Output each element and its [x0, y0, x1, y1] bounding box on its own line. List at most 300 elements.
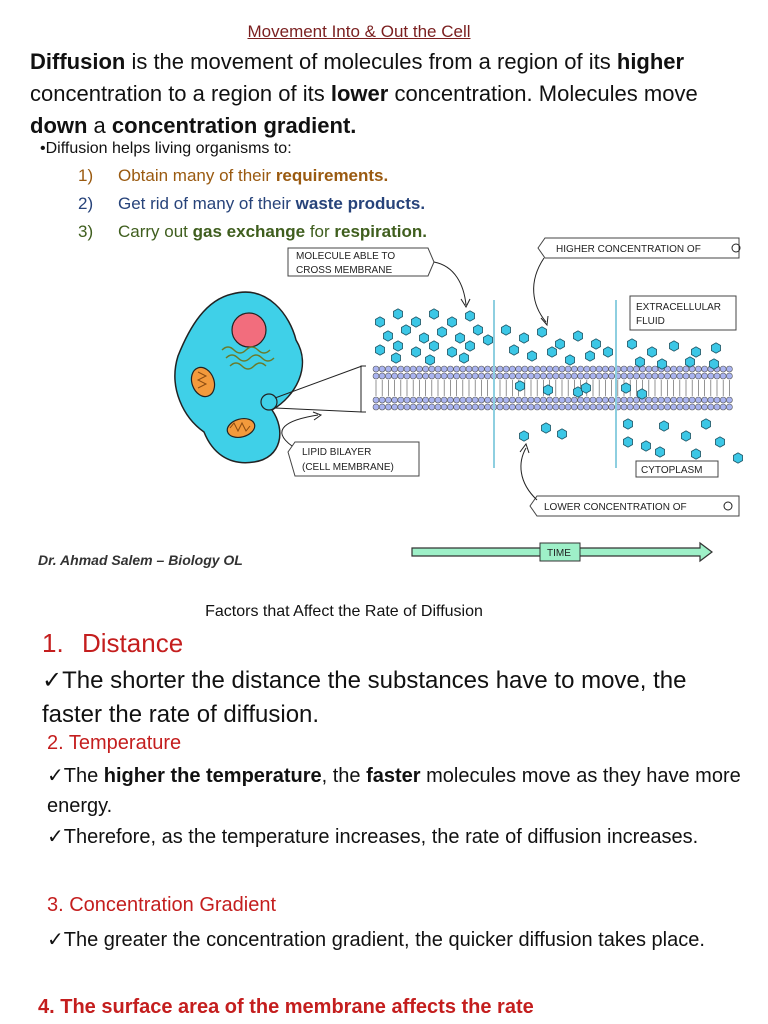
factor-2-heading: 2. Temperature [47, 732, 182, 754]
molecule [692, 449, 701, 459]
membrane-phospholipid [435, 373, 441, 379]
membrane-phospholipid [522, 397, 528, 403]
membrane-phospholipid [429, 366, 435, 372]
membrane-phospholipid [584, 366, 590, 372]
membrane-phospholipid [534, 366, 540, 372]
membrane-phospholipid [621, 404, 627, 410]
membrane-phospholipid [416, 404, 422, 410]
membrane-phospholipid [385, 397, 391, 403]
membrane-phospholipid [454, 397, 460, 403]
membrane-phospholipid [578, 366, 584, 372]
membrane-phospholipid [565, 397, 571, 403]
term-gradient: concentration gradient. [111, 113, 357, 138]
membrane-phospholipid [621, 397, 627, 403]
membrane-phospholipid [571, 373, 577, 379]
membrane-phospholipid [565, 404, 571, 410]
membrane-phospholipid [379, 404, 385, 410]
membrane-phospholipid [683, 373, 689, 379]
membrane-phospholipid [516, 366, 522, 372]
membrane-phospholipid [441, 397, 447, 403]
molecule [466, 311, 475, 321]
membrane-phospholipid [578, 397, 584, 403]
membrane-phospholipid [578, 404, 584, 410]
membrane-phospholipid [385, 373, 391, 379]
list-number: 3) [78, 222, 94, 241]
molecule [544, 385, 553, 395]
molecule [624, 437, 633, 447]
membrane-phospholipid [664, 397, 670, 403]
membrane-phospholipid [652, 404, 658, 410]
factor-2-text-1 [47, 761, 747, 821]
list-bold-2: respiration. [334, 222, 427, 241]
membrane-phospholipid [385, 404, 391, 410]
factor-2-text: ✓The [47, 765, 104, 787]
membrane-phospholipid [373, 404, 379, 410]
label-extracellular-line2: FLUID [636, 316, 665, 327]
membrane-phospholipid [547, 397, 553, 403]
membrane-phospholipid [720, 373, 726, 379]
membrane-phospholipid [416, 373, 422, 379]
membrane-phospholipid [485, 397, 491, 403]
membrane-phospholipid [447, 404, 453, 410]
membrane-phospholipid [497, 404, 503, 410]
list-bold: requirements. [275, 166, 389, 185]
factor-4-heading: 4. The surface area of the membrane affects the rate [38, 996, 534, 1018]
membrane-phospholipid [404, 404, 410, 410]
membrane-phospholipid [398, 404, 404, 410]
membrane-phospholipid [683, 397, 689, 403]
molecule [456, 333, 465, 343]
membrane-phospholipid [646, 373, 652, 379]
membrane-phospholipid [664, 373, 670, 379]
membrane-phospholipid [410, 404, 416, 410]
membrane-phospholipid [633, 404, 639, 410]
membrane-phospholipid [478, 373, 484, 379]
author-credit: Dr. Ahmad Salem – Biology OL [38, 552, 243, 568]
membrane-phospholipid [559, 397, 565, 403]
membrane-phospholipid [702, 397, 708, 403]
membrane-phospholipid [528, 366, 534, 372]
label-lipid-line1: LIPID BILAYER [302, 447, 372, 458]
membrane-phospholipid [528, 404, 534, 410]
membrane-phospholipid [547, 404, 553, 410]
membrane-phospholipid [540, 373, 546, 379]
molecule [430, 341, 439, 351]
membrane-phospholipid [640, 404, 646, 410]
molecule [510, 345, 519, 355]
membrane-phospholipid [590, 404, 596, 410]
molecule [430, 309, 439, 319]
membrane-phospholipid [559, 404, 565, 410]
molecule [516, 381, 525, 391]
membrane-phospholipid [503, 373, 509, 379]
membrane-phospholipid [720, 366, 726, 372]
membrane-phospholipid [441, 404, 447, 410]
membrane-phospholipid [671, 404, 677, 410]
membrane-phospholipid [534, 404, 540, 410]
membrane-phospholipid [584, 397, 590, 403]
membrane-phospholipid [454, 366, 460, 372]
molecule [412, 347, 421, 357]
membrane-phospholipid [460, 397, 466, 403]
molecule [734, 453, 743, 463]
membrane-phospholipid [708, 373, 714, 379]
membrane-phospholipid [379, 366, 385, 372]
list-text: Obtain many of their [118, 166, 276, 185]
membrane-phospholipid [602, 373, 608, 379]
term-diffusion: Diffusion [30, 49, 126, 74]
list-number: 1) [78, 166, 94, 185]
membrane-phospholipid [609, 366, 615, 372]
page-title: Movement Into & Out the Cell [247, 22, 471, 41]
membrane-phospholipid [466, 373, 472, 379]
molecule [622, 383, 631, 393]
membrane-phospholipid [429, 404, 435, 410]
membrane-phospholipid [460, 366, 466, 372]
membrane-phospholipid [726, 404, 732, 410]
membrane-phospholipid [472, 397, 478, 403]
membrane-phospholipid [379, 397, 385, 403]
membrane-phospholipid [447, 366, 453, 372]
membrane-phospholipid [398, 397, 404, 403]
factor-2-bold: higher the temperature [103, 765, 322, 787]
membrane-phospholipid [726, 397, 732, 403]
molecule [710, 359, 719, 369]
membrane-phospholipid [596, 397, 602, 403]
membrane-phospholipid [689, 397, 695, 403]
membrane-phospholipid [392, 404, 398, 410]
membrane-phospholipid [416, 366, 422, 372]
molecule [448, 347, 457, 357]
membrane-phospholipid [726, 373, 732, 379]
membrane-phospholipid [571, 397, 577, 403]
molecule [624, 419, 633, 429]
membrane-phospholipid [652, 366, 658, 372]
intro-text-4: a [87, 113, 112, 138]
factors-heading: Factors that Affect the Rate of Diffusion [205, 603, 483, 620]
label-molecule-line1: MOLECULE ABLE TO [296, 251, 396, 262]
molecule [628, 339, 637, 349]
molecule [384, 331, 393, 341]
membrane-phospholipid [441, 373, 447, 379]
membrane-phospholipid [509, 373, 515, 379]
membrane-phospholipid [590, 373, 596, 379]
list-text-mid: for [305, 222, 335, 241]
molecule [592, 339, 601, 349]
membrane-phospholipid [447, 373, 453, 379]
molecule [412, 317, 421, 327]
membrane-phospholipid [429, 373, 435, 379]
membrane-phospholipid [652, 373, 658, 379]
molecule [716, 437, 725, 447]
label-time: TIME [547, 548, 571, 559]
factor-1-number: 1. [42, 628, 64, 658]
membrane-phospholipid [671, 397, 677, 403]
membrane-phospholipid [509, 404, 515, 410]
intro-text-2: concentration to a region of its [30, 81, 331, 106]
membrane-phospholipid [578, 373, 584, 379]
membrane-phospholipid [565, 366, 571, 372]
membrane-phospholipid [373, 373, 379, 379]
membrane-phospholipid [472, 404, 478, 410]
membrane-phospholipid [602, 397, 608, 403]
factor-1-heading [42, 628, 183, 659]
membrane-phospholipid [516, 373, 522, 379]
membrane-phospholipid [652, 397, 658, 403]
membrane-phospholipid [522, 373, 528, 379]
membrane-phospholipid [392, 366, 398, 372]
membrane-phospholipid [485, 373, 491, 379]
term-higher: higher [616, 49, 685, 74]
label-higher: HIGHER CONCENTRATION OF [556, 244, 701, 255]
molecule [376, 317, 385, 327]
molecule [642, 441, 651, 451]
molecule [582, 383, 591, 393]
label-extracellular-line1: EXTRACELLULAR [636, 302, 722, 313]
membrane-phospholipid [664, 404, 670, 410]
factor-2-text-2: ✓Therefore, as the temperature increases, the rate of diffusion increases. [47, 826, 699, 848]
membrane-phospholipid [683, 404, 689, 410]
membrane-phospholipid [534, 373, 540, 379]
membrane-phospholipid [503, 404, 509, 410]
membrane-phospholipid [460, 404, 466, 410]
membrane-phospholipid [472, 373, 478, 379]
membrane-phospholipid [423, 366, 429, 372]
membrane-phospholipid [689, 404, 695, 410]
membrane-phospholipid [373, 397, 379, 403]
membrane-phospholipid [540, 397, 546, 403]
molecule [528, 351, 537, 361]
membrane-phospholipid [385, 366, 391, 372]
factor-2-bold: faster [366, 765, 421, 787]
membrane-phospholipid [410, 397, 416, 403]
nucleus [232, 313, 266, 347]
molecule [692, 347, 701, 357]
membrane-phospholipid [553, 397, 559, 403]
membrane-phospholipid [435, 366, 441, 372]
membrane-phospholipid [689, 373, 695, 379]
molecule [658, 359, 667, 369]
molecule [538, 327, 547, 337]
factor-3-text: ✓The greater the concentration gradient, the quicker diffusion takes place. [47, 929, 705, 951]
membrane-phospholipid [627, 366, 633, 372]
membrane-phospholipid [627, 373, 633, 379]
membrane-phospholipid [677, 373, 683, 379]
membrane-phospholipid [553, 404, 559, 410]
label-lower: LOWER CONCENTRATION OF [544, 502, 687, 513]
membrane-phospholipid [516, 404, 522, 410]
membrane-phospholipid [478, 366, 484, 372]
membrane-phospholipid [695, 373, 701, 379]
molecule [586, 351, 595, 361]
membrane-phospholipid [633, 397, 639, 403]
membrane-phospholipid [398, 373, 404, 379]
membrane-phospholipid [609, 397, 615, 403]
membrane-phospholipid [571, 404, 577, 410]
membrane-phospholipid [516, 397, 522, 403]
membrane-phospholipid [497, 373, 503, 379]
membrane-phospholipid [528, 373, 534, 379]
label-cytoplasm: CYTOPLASM [641, 465, 703, 476]
molecule [566, 355, 575, 365]
membrane-phospholipid [627, 404, 633, 410]
membrane-phospholipid [460, 373, 466, 379]
helps-heading: •Diffusion helps living organisms to: [40, 140, 292, 157]
membrane-phospholipid [646, 397, 652, 403]
membrane-phospholipid [633, 373, 639, 379]
membrane-phospholipid [702, 373, 708, 379]
membrane-phospholipid [429, 397, 435, 403]
molecule [502, 325, 511, 335]
membrane-phospholipid [410, 366, 416, 372]
membrane-phospholipid [695, 404, 701, 410]
membrane-phospholipid [454, 373, 460, 379]
intro-text-3: concentration. Molecules move [388, 81, 698, 106]
membrane-phospholipid [435, 404, 441, 410]
membrane-phospholipid [435, 397, 441, 403]
membrane-phospholipid [522, 404, 528, 410]
membrane-phospholipid [596, 366, 602, 372]
list-bold: gas exchange [192, 222, 306, 241]
membrane-phospholipid [683, 366, 689, 372]
membrane-phospholipid [658, 397, 664, 403]
membrane-phospholipid [714, 404, 720, 410]
membrane-phospholipid [509, 366, 515, 372]
list-text: Get rid of many of their [118, 194, 296, 213]
membrane-phospholipid [584, 404, 590, 410]
molecule [656, 447, 665, 457]
molecule [558, 429, 567, 439]
membrane-phospholipid [466, 404, 472, 410]
intro-text-1: is the movement of molecules from a region of its [125, 49, 617, 74]
membrane-phospholipid [540, 366, 546, 372]
membrane-phospholipid [404, 373, 410, 379]
label-molecule-line2: CROSS MEMBRANE [296, 265, 393, 276]
membrane-phospholipid [509, 397, 515, 403]
membrane-phospholipid [423, 373, 429, 379]
membrane-phospholipid [373, 366, 379, 372]
factor-3-heading: 3. Concentration Gradient [47, 894, 277, 916]
membrane-phospholipid [398, 366, 404, 372]
factor-2-text: , the [321, 765, 367, 787]
membrane-phospholipid [534, 397, 540, 403]
membrane-phospholipid [423, 404, 429, 410]
membrane-phospholipid [404, 366, 410, 372]
molecule [448, 317, 457, 327]
membrane-phospholipid [671, 373, 677, 379]
molecule [402, 325, 411, 335]
membrane-phospholipid [559, 373, 565, 379]
membrane-phospholipid [646, 404, 652, 410]
label-lipid-line2: (CELL MEMBRANE) [302, 462, 394, 473]
membrane-phospholipid [609, 404, 615, 410]
membrane-phospholipid [590, 397, 596, 403]
molecule [556, 339, 565, 349]
membrane-phospholipid [497, 366, 503, 372]
molecule [604, 347, 613, 357]
molecule [520, 333, 529, 343]
membrane-phospholipid [658, 404, 664, 410]
molecule [712, 343, 721, 353]
membrane-phospholipid [695, 397, 701, 403]
molecule [460, 353, 469, 363]
molecule [660, 421, 669, 431]
membrane-phospholipid [553, 366, 559, 372]
list-number: 2) [78, 194, 94, 213]
membrane-phospholipid [410, 373, 416, 379]
molecule [670, 341, 679, 351]
molecule [574, 331, 583, 341]
membrane-phospholipid [596, 404, 602, 410]
membrane-phospholipid [602, 366, 608, 372]
factor-2-text: molecules move as they have more energy. [47, 765, 741, 817]
factor-1-text: ✓The shorter the distance the substances have to move, the faster the rate of diffusion. [42, 667, 687, 728]
membrane-phospholipid [702, 366, 708, 372]
membrane-phospholipid [702, 404, 708, 410]
molecule [702, 419, 711, 429]
molecule [394, 309, 403, 319]
membrane-phospholipid [485, 404, 491, 410]
molecule [420, 333, 429, 343]
membrane-phospholipid [621, 366, 627, 372]
membrane-phospholipid [609, 373, 615, 379]
molecule [474, 325, 483, 335]
molecule [548, 347, 557, 357]
membrane-phospholipid [677, 366, 683, 372]
molecule [648, 347, 657, 357]
membrane-phospholipid [596, 373, 602, 379]
term-down: down [30, 113, 88, 138]
membrane-phospholipid [478, 404, 484, 410]
membrane-phospholipid [478, 397, 484, 403]
lipid-bilayer [372, 364, 734, 412]
list-text: Carry out [118, 222, 193, 241]
term-lower: lower [330, 81, 389, 106]
membrane-phospholipid [708, 404, 714, 410]
molecule [426, 355, 435, 365]
molecule [376, 345, 385, 355]
membrane-phospholipid [472, 366, 478, 372]
membrane-phospholipid [547, 366, 553, 372]
membrane-phospholipid [547, 373, 553, 379]
membrane-phospholipid [726, 366, 732, 372]
membrane-phospholipid [646, 366, 652, 372]
molecule [466, 341, 475, 351]
list-bold: waste products. [295, 194, 426, 213]
membrane-phospholipid [540, 404, 546, 410]
membrane-phospholipid [416, 397, 422, 403]
membrane-phospholipid [404, 397, 410, 403]
membrane-phospholipid [590, 366, 596, 372]
membrane-phospholipid [565, 373, 571, 379]
membrane-phospholipid [621, 373, 627, 379]
membrane-phospholipid [522, 366, 528, 372]
membrane-phospholipid [485, 366, 491, 372]
molecule [636, 357, 645, 367]
membrane-phospholipid [720, 397, 726, 403]
membrane-phospholipid [466, 366, 472, 372]
molecule [438, 327, 447, 337]
molecule [686, 357, 695, 367]
membrane-phospholipid [633, 366, 639, 372]
membrane-phospholipid [714, 373, 720, 379]
membrane-phospholipid [503, 397, 509, 403]
molecule [394, 341, 403, 351]
membrane-phospholipid [379, 373, 385, 379]
molecule [638, 389, 647, 399]
membrane-phospholipid [528, 397, 534, 403]
membrane-phospholipid [720, 404, 726, 410]
